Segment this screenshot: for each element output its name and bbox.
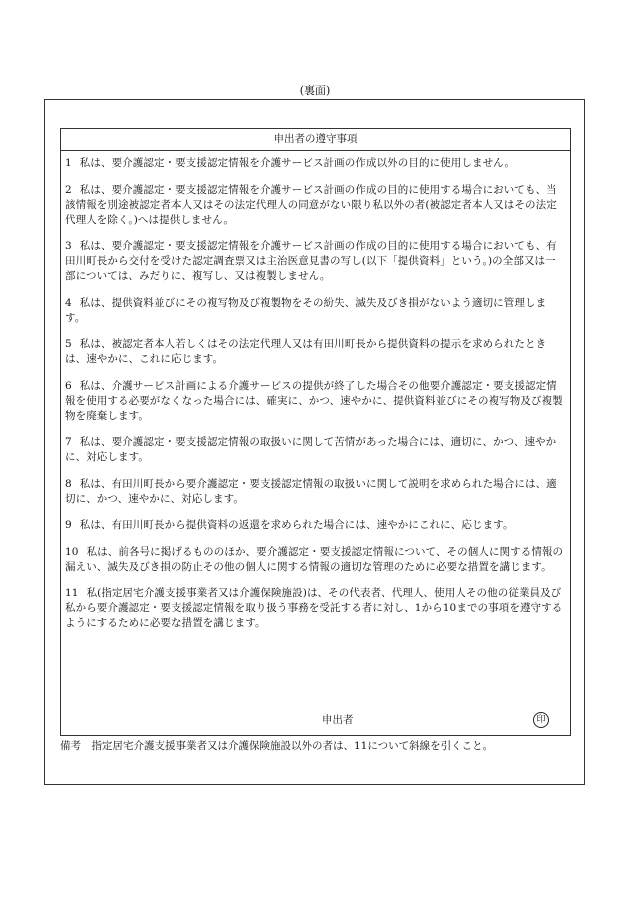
item-text: 私は、要介護認定・要支援認定情報を介護サービス計画の作成の目的に使用する場合においても、当該情報を別途被認定者本人又はその法定代理人の同意がない限り私以外の者(被認定者本人又はその法定代理人を除く。)へは提供しません。 [65,183,557,226]
signature-label: 申出者 [322,714,354,726]
item-text: 私は、提供資料並びにその複写物及び複製物をその紛失、滅失及びき損がないよう適切に管理します。 [65,296,547,324]
item-text: 私は、要介護認定・要支援認定情報を介護サービス計画の作成以外の目的に使用しません。 [79,157,516,169]
obligations-list [61,151,570,631]
obligation-item [65,545,566,575]
item-text: 私は、介護サービス計画による介護サービスの提供が終了した場合その他要介護認定・要支援認定情報を使用する必要がなくなった場合には、確実に、かつ、速やかに、提供資料並びにその複写物及び複製物を廃棄します。 [65,379,563,422]
obligation-item [65,379,566,424]
obligation-item [65,296,566,326]
item-text: 私は、有田川町長から提供資料の返還を求められた場合には、速やかにこれに、応じます。 [79,519,514,531]
item-text: 私は、要介護認定・要支援認定情報の取扱いに関して苦情があった場合には、適切に、かつ、速やかに、対応します。 [65,436,557,463]
item-text: 私は、有田川町長から要介護認定・要支援認定情報の取扱いに関して説明を求められた場合には、適切に、かつ、速やかに、対応します。 [65,477,557,505]
item-number: 1 [65,157,72,169]
page-label: (裏面) [299,84,331,97]
obligation-item [65,518,566,533]
item-number: 4 [65,296,72,309]
signature-row [61,712,570,728]
box-title: 申出者の遵守事項 [61,129,570,151]
obligation-item [65,477,566,507]
seal-mark: 印 [533,712,549,728]
item-number: 8 [65,477,72,490]
item-number: 10 [65,545,79,558]
item-number: 9 [65,519,72,531]
obligation-item [65,239,566,284]
obligation-item [65,586,566,631]
item-text: 私(指定居宅介護支援事業者又は介護保険施設)は、その代表者、代理人、使用人その他の従業員及び私から要介護認定・要支援認定情報を取り扱う事務を受託する者に対し、1から10までの事項を遵守するようにするために必要な措置を講じます。 [65,587,563,629]
item-number: 3 [65,240,72,252]
item-text: 私は、被認定者本人若しくはその法定代理人又は有田川町長から提供資料の提示を求められたときは、速やかに、これに応じます。 [65,338,547,365]
item-number: 2 [65,183,72,196]
item-text: 私は、前各号に掲げるもののほか、要介護認定・要支援認定情報について、その個人に関する情報の漏えい、滅失及びき損の防止その他の個人に関する情報の適切な管理のために必要な措置を講じます。 [65,545,564,573]
item-number: 11 [65,587,79,599]
obligation-item [65,156,566,171]
obligation-item [65,183,566,228]
obligation-item [65,337,566,367]
item-text: 私は、要介護認定・要支援認定情報を介護サービス計画の作成の目的に使用する場合においても、有田川町長から交付を受けた認定調査票又は主治医意見書の写し(以下「提供資料」という。)の全部又は一部については、みだりに、複写し、又は複製しません。 [65,240,557,282]
item-number: 6 [65,379,72,392]
obligations-box [60,128,571,736]
item-number: 5 [65,338,72,350]
remarks-note: 備考 指定居宅介護支援事業者又は介護保険施設以外の者は、11について斜線を引くこと。 [60,740,494,752]
item-number: 7 [65,436,72,448]
obligation-item [65,435,566,465]
